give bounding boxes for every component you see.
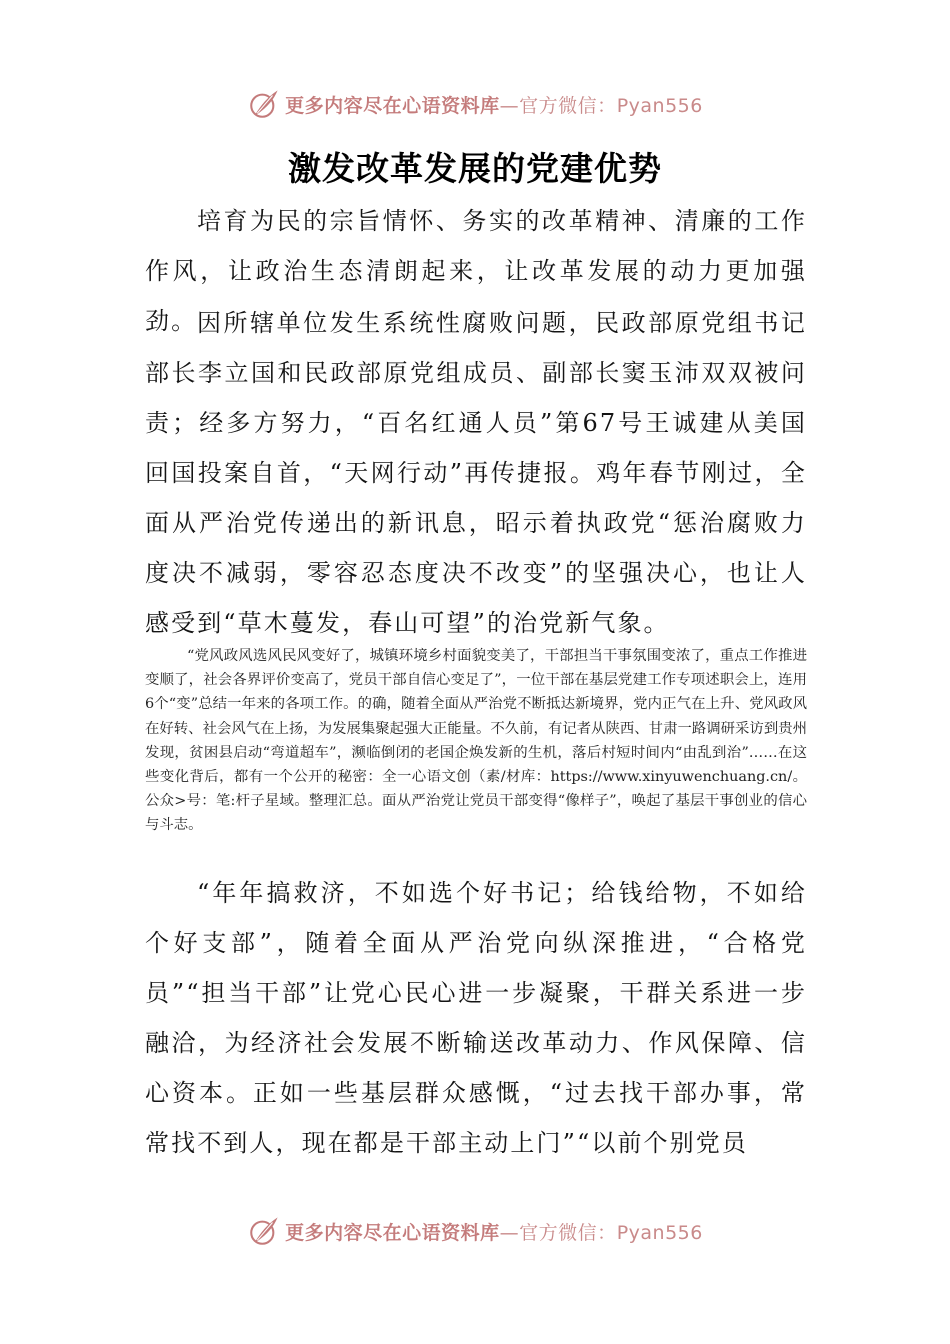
- banner-dash: —: [499, 94, 520, 117]
- quill-pen-logo-icon: [247, 87, 281, 121]
- header-banner: [0, 84, 950, 124]
- banner-prefix: 更多内容尽在心语资料库: [285, 94, 500, 117]
- banner-wechat-label: 官方微信：: [519, 1221, 617, 1244]
- document-title: 激发改革发展的党建优势: [288, 149, 662, 188]
- quill-pen-logo-icon: [247, 1214, 281, 1248]
- banner-prefix: 更多内容尽在心语资料库: [285, 1221, 500, 1244]
- paragraph-4: “年年搞救济，不如选个好书记；给钱给物，不如给个好支部”，随着全面从严治党向纵深推进，“合格党员”“担当干部”让党心民心进一步凝聚，干群关系进一步融洽，为经济社会发展不断输送改革动力、作风保障、信心资本。正如一些基层群众感慨，“过去找干部办事，常常找不到人，现在都是干部主动上门”“以前个别党员: [145, 879, 807, 1157]
- banner-dash: —: [499, 1221, 520, 1244]
- footer-banner: [0, 1211, 950, 1251]
- paragraph-3-small: “党风政风选风民风变好了，城镇环境乡村面貌变美了，干部担当干事氛围变浓了，重点工作推进变顺了，社会各界评价变高了，党员干部自信心变足了”，一位干部在基层党建工作专项述职会上，连用6个“变”总结一年来的各项工作。的确，随着全面从严治党不断抵达新境界，党内正气在上升、党风政风在好转、社会风气在上扬，为发展集聚起强大正能量。不久前，有记者从陕西、甘肃一路调研采访到贵州发现，贫困县启动“弯道超车”，濒临倒闭的老国企焕发新的生机，落后村短时间内“由乱到治”……在这些变化背后，都有一个公开的秘密：全一心语文创（素/材库：https://www.xinyuwenchuang.cn/。公众>号：笔:杆子星域。整理汇总。面从严治党让党员干部变得“像样子”，唤起了基层干事创业的信心与斗志。: [145, 648, 807, 834]
- banner-wechat-label: 官方微信：: [519, 94, 617, 117]
- banner-text: [285, 1218, 703, 1245]
- paragraph-1: 培育为民的宗旨情怀、务实的改革精神、清廉的工作作风，让政治生态清朗起来，让改革发展的动力更加强劲。: [145, 207, 807, 335]
- banner-wechat-id: Pyan556: [616, 94, 703, 117]
- banner-text: [285, 91, 703, 118]
- banner-wechat-id: Pyan556: [616, 1221, 703, 1244]
- paragraph-2: 因所辖单位发生系统性腐败问题，民政部原党组书记部长李立国和民政部原党组成员、副部长窦玉沛双双被问责；经多方努力，“百名红通人员”第67号王诚建从美国回国投案自首，“天网行动”再传捷报。鸡年春节刚过，全面从严治党传递出的新讯息，昭示着执政党“惩治腐败力度决不减弱，零容忍态度决不改变”的坚强决心，也让人感受到“草木蔓发，春山可望”的治党新气象。: [145, 309, 807, 637]
